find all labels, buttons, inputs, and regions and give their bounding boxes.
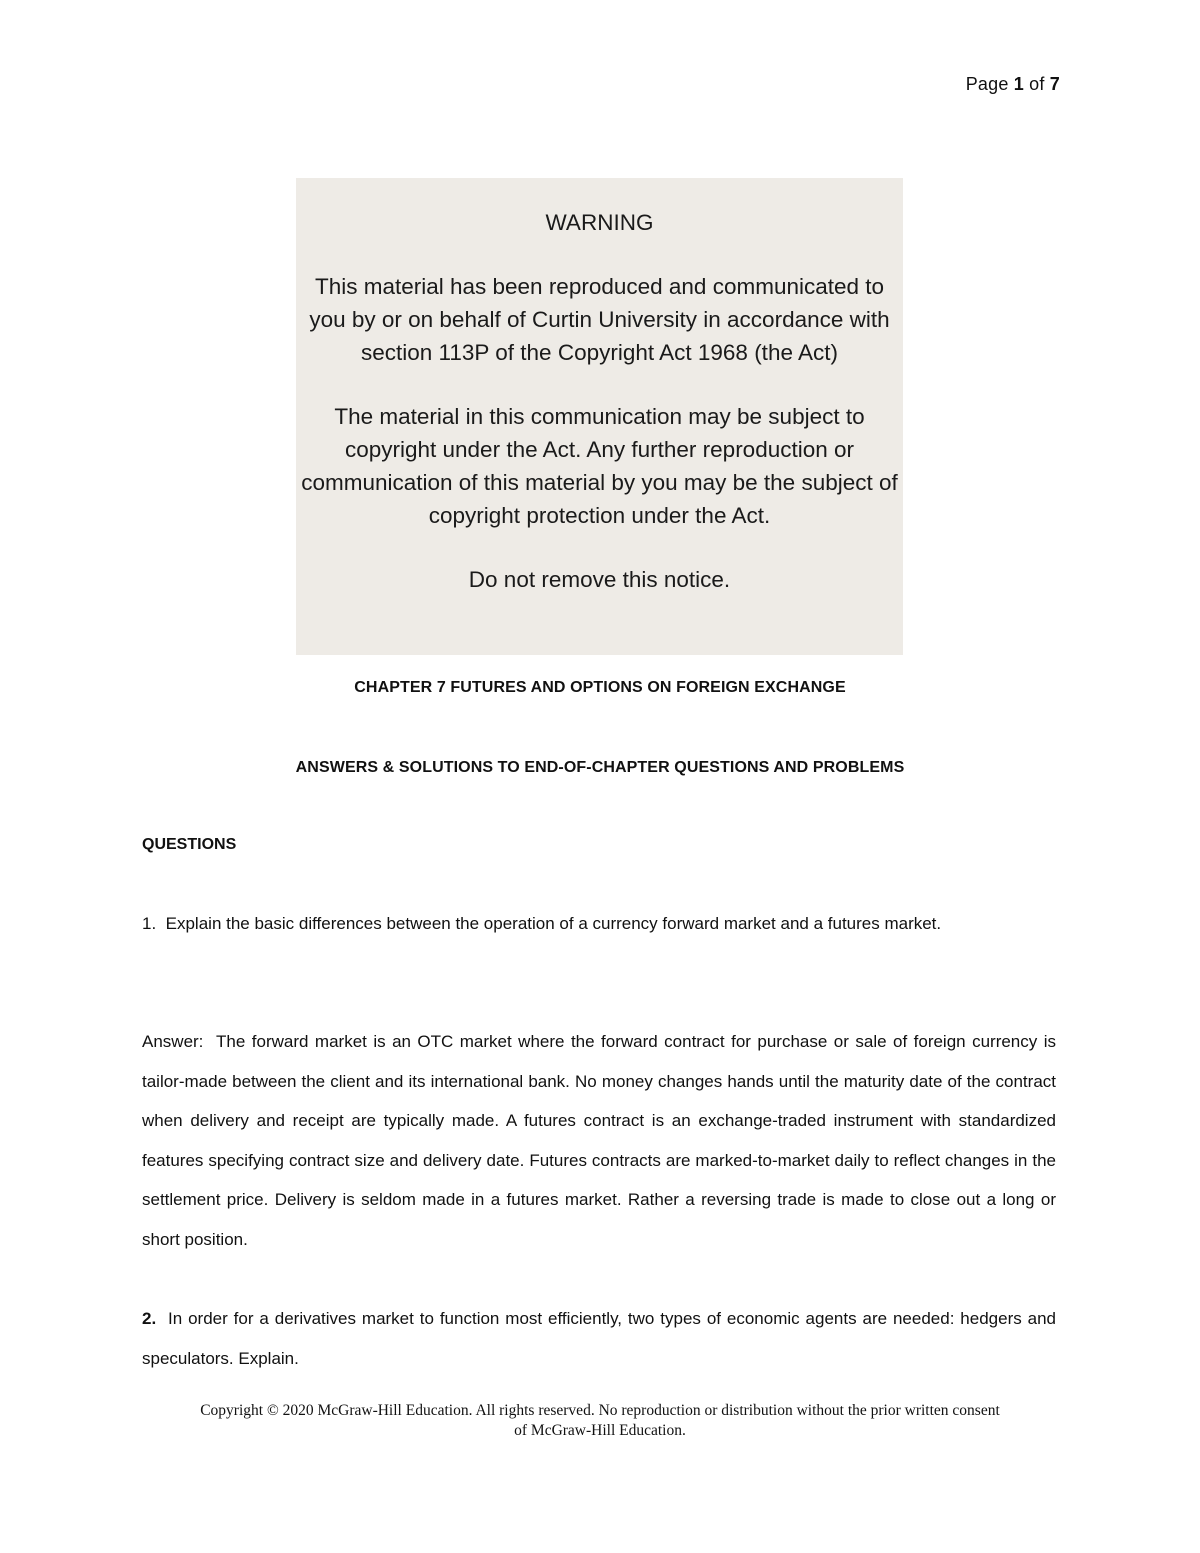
question-2-number: 2. — [142, 1309, 157, 1328]
warning-paragraph-2: The material in this communication may be subject to copyright under the Act. Any further reproduction or communication of this material by you may be the subject of copyright protection under the Act. — [301, 404, 898, 528]
page-label: Page — [965, 74, 1009, 94]
warning-paragraph-1: This material has been reproduced and communicated to you by or on behalf of Curtin University in accordance with section 113P of the Copyright Act 1968 (the Act) — [309, 274, 890, 365]
page-number — [966, 74, 1060, 95]
page-current: 1 — [1013, 74, 1024, 94]
warning-paragraph-3: Do not remove this notice. — [468, 567, 731, 592]
answer-1 — [142, 1022, 1056, 1259]
answer-1-text: The forward market is an OTC market where the forward contract for purchase or sale of foreign currency is tailor-made between the client and its international bank. No money changes hands until the maturity date of the contract when delivery and receipt are typically made. A futures contract is an exchange-traded instrument with standardized features specifying contract size and delivery date. Futures contracts are marked-to-market daily to reflect changes in the settlement price. Delivery is seldom made in a futures market. Rather a reversing trade is made to close out a long or short position. — [142, 1032, 1056, 1249]
question-2 — [142, 1299, 1056, 1378]
answer-1-label: Answer: — [142, 1032, 204, 1051]
document-subtitle: ANSWERS & SOLUTIONS TO END-OF-CHAPTER QUESTIONS AND PROBLEMS — [295, 759, 905, 776]
page-total: 7 — [1049, 74, 1060, 94]
footer-line-2: of McGraw-Hill Education. — [514, 1422, 686, 1439]
copyright-footer — [140, 1401, 1060, 1441]
section-label-questions: QUESTIONS — [142, 836, 237, 853]
footer-line-1: Copyright © 2020 McGraw-Hill Education. All rights reserved. No reproduction or distribution without the prior written consent — [200, 1402, 1000, 1419]
warning-title: WARNING — [545, 210, 654, 235]
question-1-text: Explain the basic differences between the operation of a currency forward market and a futures market. — [165, 914, 942, 933]
question-1 — [142, 904, 1056, 944]
copyright-warning-box — [296, 178, 903, 655]
page-separator: of — [1029, 74, 1045, 94]
question-1-number: 1. — [142, 914, 157, 933]
chapter-title: CHAPTER 7 FUTURES AND OPTIONS ON FOREIGN EXCHANGE — [354, 679, 846, 696]
question-2-text: In order for a derivatives market to function most efficiently, two types of economic agents are needed: hedgers and speculators. Explain. — [142, 1309, 1057, 1368]
